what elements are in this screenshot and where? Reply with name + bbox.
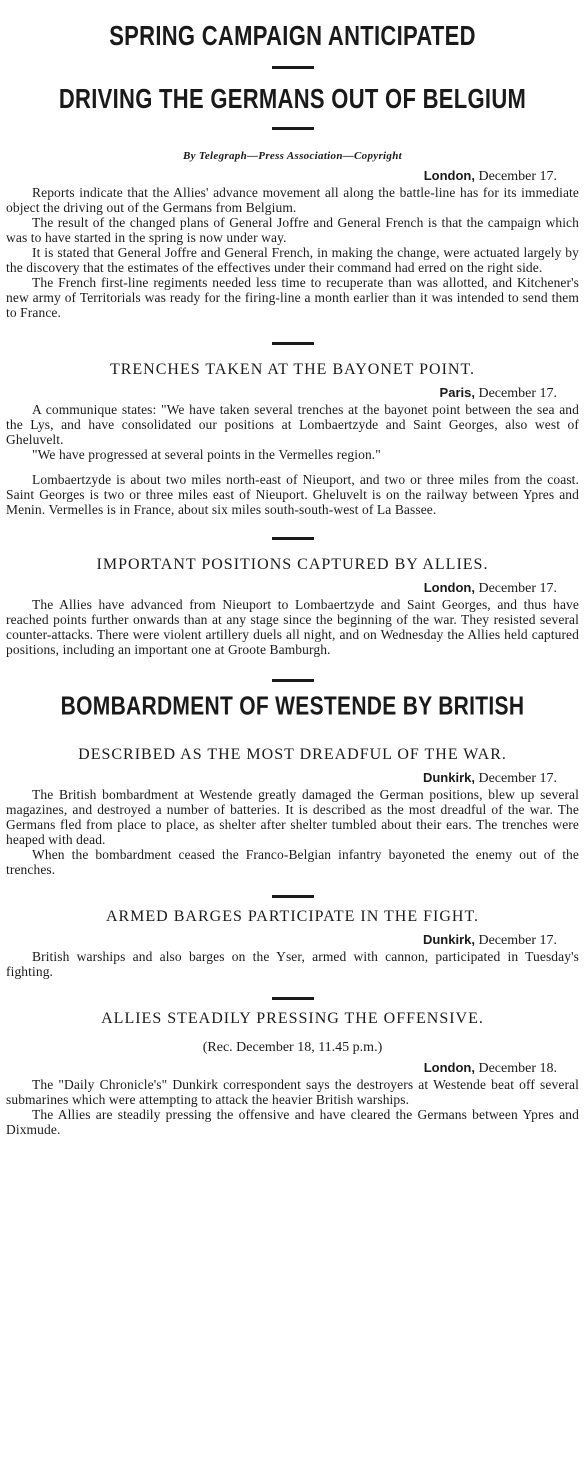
paragraph: The French first-line regiments needed less time to recuperate than was allotted, and Kitchener's new army of Territorials was ready for the firing-line a month earlier than it was intended to send them to France. <box>6 275 579 320</box>
dateline-date: December 17. <box>478 169 557 184</box>
paragraph: British warships and also barges on the Yser, armed with cannon, participated in Tuesday's fighting. <box>6 949 579 979</box>
dateline-date: December 17. <box>478 386 557 401</box>
article-section <box>6 361 579 517</box>
paragraph: Lombaertzyde is about two miles north-east of Nieuport, and two or three miles from the coast. Saint Georges is two or three miles east of Nieuport. Gheluvelt is on the railway between Ypres and Menin. Vermelles is in France, about six miles south-south-west of La Bassee. <box>6 472 579 517</box>
divider <box>272 895 314 898</box>
article-section <box>6 1010 579 1137</box>
paragraph: The Allies are steadily pressing the offensive and have cleared the Germans between Ypres and Dixmude. <box>6 1107 579 1137</box>
paragraph: When the bombardment ceased the Franco-Belgian infantry bayoneted the enemy out of the trenches. <box>6 847 579 877</box>
section-heading: DESCRIBED AS THE MOST DREADFUL OF THE WAR. <box>78 746 507 763</box>
headline: SPRING CAMPAIGN ANTICIPATED <box>109 20 476 52</box>
dateline-place: London, <box>423 1060 475 1075</box>
paragraph: A communique states: "We have taken several trenches at the bayonet point between the sea and the Lys, and have consolidated our positions at Lombaertzyde and Saint Georges, also west of Gheluvelt. <box>6 402 579 447</box>
dateline-date: December 17. <box>478 933 557 948</box>
dateline-place: Dunkirk, <box>422 932 475 947</box>
section-heading: ARMED BARGES PARTICIPATE IN THE FIGHT. <box>105 908 480 925</box>
paragraph: Reports indicate that the Allies' advance movement all along the battle-line has for its immediate object the driving out of the Germans from Belgium. <box>6 185 579 215</box>
dateline <box>6 168 579 185</box>
dateline-date: December 18. <box>478 1061 557 1076</box>
press-credit: By Telegraph—Press Association—Copyright <box>183 150 402 162</box>
article-section <box>6 746 579 877</box>
subheadline: DRIVING THE GERMANS OUT OF BELGIUM <box>58 83 527 115</box>
paragraph: The result of the changed plans of General Joffre and General French is that the campaign which was to have started in the spring is now under way. <box>6 215 579 245</box>
article-section <box>6 168 579 320</box>
received-time: (Rec. December 18, 11.45 p.m.) <box>202 1040 383 1055</box>
dateline-place: Paris, <box>439 385 475 400</box>
headline-secondary: BOMBARDMENT OF WESTENDE BY BRITISH <box>60 692 525 721</box>
dateline <box>6 770 579 787</box>
dateline-place: London, <box>423 168 475 183</box>
article-section <box>6 908 579 979</box>
dateline-date: December 17. <box>478 771 557 786</box>
dateline <box>6 1060 579 1077</box>
divider <box>272 997 314 1000</box>
paragraph: The "Daily Chronicle's" Dunkirk correspondent says the destroyers at Westende beat off several submarines which were attempting to attack the heavier British warships. <box>6 1077 579 1107</box>
dateline <box>6 385 579 402</box>
dateline <box>6 932 579 949</box>
newspaper-clipping <box>0 20 585 1459</box>
paragraph: The British bombardment at Westende greatly damaged the German positions, blew up several magazines, and destroyed a number of batteries. It is described as the most dreadful of the war. The Germans fled from place to place, as shelter after shelter tumbled about their ears. The trenches were heaped with dead. <box>6 787 579 847</box>
section-heading: ALLIES STEADILY PRESSING THE OFFENSIVE. <box>101 1010 484 1027</box>
dateline <box>6 580 579 597</box>
paragraph: "We have progressed at several points in the Vermelles region." <box>32 447 381 462</box>
paragraph: It is stated that General Joffre and General French, in making the change, were actuated largely by the discovery that the estimates of the effectives under their command had erred on the right side. <box>6 245 579 275</box>
paragraph: The Allies have advanced from Nieuport to Lombaertzyde and Saint Georges, and thus have reached points further onwards than at any stage since the beginning of the war. They resisted several counter-attacks. There were violent artillery duels all night, and on Wednesday the Allies held captured positions, including an important one at Groote Bamburgh. <box>6 597 579 657</box>
dateline-place: London, <box>423 580 475 595</box>
section-heading: IMPORTANT POSITIONS CAPTURED BY ALLIES. <box>96 556 489 573</box>
divider <box>272 127 314 130</box>
section-heading: TRENCHES TAKEN AT THE BAYONET POINT. <box>109 361 476 378</box>
divider <box>272 537 314 540</box>
dateline-place: Dunkirk, <box>422 770 475 785</box>
dateline-date: December 17. <box>478 581 557 596</box>
divider <box>272 342 314 345</box>
divider <box>272 679 314 682</box>
divider <box>272 66 314 69</box>
article-section <box>6 556 579 657</box>
